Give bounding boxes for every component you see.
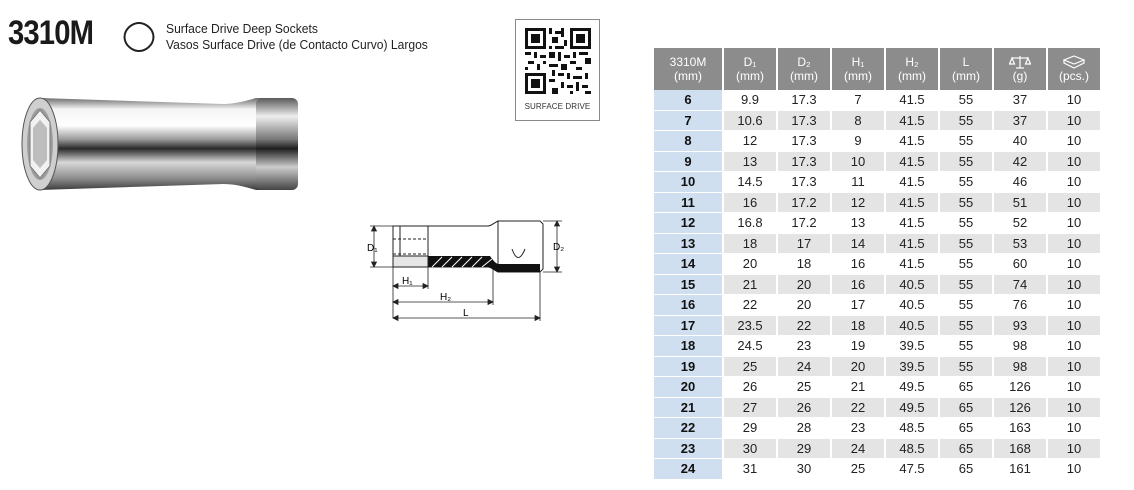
header-h1-label: H₁ xyxy=(851,55,865,69)
cell-size: 19 xyxy=(654,357,722,378)
cell-l: 55 xyxy=(940,131,992,152)
cell-weight: 53 xyxy=(994,234,1046,255)
cell-l: 55 xyxy=(940,90,992,111)
cell-quantity: 10 xyxy=(1048,418,1100,439)
cell-d1: 23.5 xyxy=(724,316,776,337)
cell-weight: 37 xyxy=(994,90,1046,111)
table-row xyxy=(654,459,1100,480)
table-row xyxy=(654,152,1100,173)
cell-h2: 41.5 xyxy=(886,193,938,214)
cell-d2: 24 xyxy=(778,357,830,378)
cell-size: 15 xyxy=(654,275,722,296)
cell-l: 65 xyxy=(940,398,992,419)
cell-size: 18 xyxy=(654,336,722,357)
cell-weight: 42 xyxy=(994,152,1046,173)
cell-h1: 12 xyxy=(832,193,884,214)
header-h1-unit: (mm) xyxy=(844,69,872,83)
cell-d2: 17.3 xyxy=(778,152,830,173)
header-h2 xyxy=(886,48,938,90)
cell-weight: 76 xyxy=(994,295,1046,316)
cell-l: 55 xyxy=(940,275,992,296)
header-d1-unit: (mm) xyxy=(736,69,764,83)
cell-l: 55 xyxy=(940,234,992,255)
table-row xyxy=(654,172,1100,193)
cell-d1: 14.5 xyxy=(724,172,776,193)
header-d2 xyxy=(778,48,830,90)
qr-code-icon xyxy=(525,28,591,94)
cell-weight: 161 xyxy=(994,459,1046,480)
cell-quantity: 10 xyxy=(1048,193,1100,214)
cell-weight: 74 xyxy=(994,275,1046,296)
cell-h2: 41.5 xyxy=(886,213,938,234)
cell-h1: 23 xyxy=(832,418,884,439)
cell-d1: 18 xyxy=(724,234,776,255)
cell-d2: 22 xyxy=(778,316,830,337)
scale-icon xyxy=(1009,55,1031,69)
table-row xyxy=(654,275,1100,296)
header-d2-label: D₂ xyxy=(797,55,811,69)
header-weight-unit: (g) xyxy=(1012,69,1028,83)
cell-quantity: 10 xyxy=(1048,295,1100,316)
header-h1 xyxy=(832,48,884,90)
cell-h1: 9 xyxy=(832,131,884,152)
table-row xyxy=(654,213,1100,234)
cell-h2: 41.5 xyxy=(886,131,938,152)
cell-weight: 37 xyxy=(994,111,1046,132)
cell-h2: 48.5 xyxy=(886,418,938,439)
cell-d1: 16.8 xyxy=(724,213,776,234)
header-d2-unit: (mm) xyxy=(790,69,818,83)
cell-size: 20 xyxy=(654,377,722,398)
label-h2: H₂ xyxy=(440,292,452,303)
cell-quantity: 10 xyxy=(1048,111,1100,132)
label-l: L xyxy=(463,308,469,319)
header-h2-label: H₂ xyxy=(905,55,919,69)
cell-l: 65 xyxy=(940,418,992,439)
table-row xyxy=(654,193,1100,214)
cell-d2: 17.3 xyxy=(778,172,830,193)
cell-weight: 93 xyxy=(994,316,1046,337)
qr-label: SURFACE DRIVE xyxy=(524,102,591,111)
cell-d1: 9.9 xyxy=(724,90,776,111)
cell-l: 55 xyxy=(940,316,992,337)
header-quantity-unit: (pcs.) xyxy=(1059,69,1089,83)
cell-d1: 20 xyxy=(724,254,776,275)
cell-h2: 39.5 xyxy=(886,357,938,378)
table-row xyxy=(654,234,1100,255)
table-header-row xyxy=(654,48,1100,90)
cell-d1: 27 xyxy=(724,398,776,419)
cell-l: 55 xyxy=(940,172,992,193)
cell-l: 55 xyxy=(940,254,992,275)
cell-d2: 17 xyxy=(778,234,830,255)
cell-weight: 51 xyxy=(994,193,1046,214)
cell-quantity: 10 xyxy=(1048,254,1100,275)
cell-d1: 10.6 xyxy=(724,111,776,132)
cell-size: 8 xyxy=(654,131,722,152)
header-size-unit: (mm) xyxy=(674,69,702,83)
product-title-en: Surface Drive Deep Sockets xyxy=(166,21,318,36)
cell-weight: 98 xyxy=(994,357,1046,378)
cell-h1: 22 xyxy=(832,398,884,419)
cell-weight: 126 xyxy=(994,377,1046,398)
cell-quantity: 10 xyxy=(1048,172,1100,193)
table-row xyxy=(654,418,1100,439)
header-h2-unit: (mm) xyxy=(898,69,926,83)
cell-d2: 23 xyxy=(778,336,830,357)
cell-size: 9 xyxy=(654,152,722,173)
cell-d2: 25 xyxy=(778,377,830,398)
cell-h1: 10 xyxy=(832,152,884,173)
cell-d2: 20 xyxy=(778,295,830,316)
cell-quantity: 10 xyxy=(1048,131,1100,152)
cell-h1: 16 xyxy=(832,254,884,275)
product-title-es: Vasos Surface Drive (de Contacto Curvo) Largos xyxy=(166,37,428,52)
cell-size: 22 xyxy=(654,418,722,439)
cell-h1: 25 xyxy=(832,459,884,480)
header-l xyxy=(940,48,992,90)
cell-h2: 41.5 xyxy=(886,172,938,193)
cell-h2: 40.5 xyxy=(886,295,938,316)
cell-h2: 40.5 xyxy=(886,275,938,296)
cell-h2: 39.5 xyxy=(886,336,938,357)
cell-quantity: 10 xyxy=(1048,459,1100,480)
hexagon-outline-icon xyxy=(122,20,156,54)
cell-l: 55 xyxy=(940,295,992,316)
cell-h2: 49.5 xyxy=(886,398,938,419)
label-h1: H₁ xyxy=(402,276,413,287)
cell-l: 55 xyxy=(940,357,992,378)
cell-size: 17 xyxy=(654,316,722,337)
cell-h1: 18 xyxy=(832,316,884,337)
cell-d2: 17.3 xyxy=(778,90,830,111)
cell-d1: 12 xyxy=(724,131,776,152)
cell-d2: 17.2 xyxy=(778,193,830,214)
table-row xyxy=(654,398,1100,419)
cell-d2: 17.3 xyxy=(778,131,830,152)
cell-d2: 30 xyxy=(778,459,830,480)
model-number: 3310M xyxy=(8,14,94,52)
cell-weight: 98 xyxy=(994,336,1046,357)
cell-d1: 24.5 xyxy=(724,336,776,357)
cell-h1: 20 xyxy=(832,357,884,378)
table-row xyxy=(654,377,1100,398)
cell-d1: 16 xyxy=(724,193,776,214)
cell-quantity: 10 xyxy=(1048,336,1100,357)
header-d1-label: D₁ xyxy=(743,55,757,69)
cell-h1: 17 xyxy=(832,295,884,316)
cell-l: 65 xyxy=(940,439,992,460)
label-d1: D₁ xyxy=(367,243,378,254)
cell-h2: 47.5 xyxy=(886,459,938,480)
cell-h1: 16 xyxy=(832,275,884,296)
cell-size: 23 xyxy=(654,439,722,460)
cell-h1: 19 xyxy=(832,336,884,357)
cell-d2: 18 xyxy=(778,254,830,275)
qr-code[interactable] xyxy=(515,19,600,121)
cell-h2: 49.5 xyxy=(886,377,938,398)
cell-h2: 41.5 xyxy=(886,111,938,132)
cell-size: 6 xyxy=(654,90,722,111)
cell-h1: 24 xyxy=(832,439,884,460)
cell-d1: 30 xyxy=(724,439,776,460)
cell-d2: 26 xyxy=(778,398,830,419)
cell-quantity: 10 xyxy=(1048,213,1100,234)
cell-h1: 8 xyxy=(832,111,884,132)
header-l-label: L xyxy=(962,55,970,69)
box-icon xyxy=(1063,55,1085,69)
table-row xyxy=(654,336,1100,357)
spec-table xyxy=(652,48,1102,480)
table-row xyxy=(654,295,1100,316)
cell-quantity: 10 xyxy=(1048,357,1100,378)
cell-l: 65 xyxy=(940,377,992,398)
socket-photo xyxy=(18,92,300,196)
cell-h1: 13 xyxy=(832,213,884,234)
table-row xyxy=(654,131,1100,152)
table-row xyxy=(654,316,1100,337)
dimension-drawing xyxy=(360,214,572,326)
header-size-label: 3310M xyxy=(669,55,707,69)
cell-size: 13 xyxy=(654,234,722,255)
cell-size: 11 xyxy=(654,193,722,214)
cell-d1: 21 xyxy=(724,275,776,296)
cell-weight: 126 xyxy=(994,398,1046,419)
cell-size: 14 xyxy=(654,254,722,275)
header-d1 xyxy=(724,48,776,90)
cell-d1: 25 xyxy=(724,357,776,378)
header-size xyxy=(654,48,722,90)
cell-h2: 40.5 xyxy=(886,316,938,337)
cell-d1: 22 xyxy=(724,295,776,316)
cell-d2: 20 xyxy=(778,275,830,296)
cell-size: 10 xyxy=(654,172,722,193)
cell-quantity: 10 xyxy=(1048,234,1100,255)
cell-quantity: 10 xyxy=(1048,377,1100,398)
cell-size: 21 xyxy=(654,398,722,419)
cell-d2: 29 xyxy=(778,439,830,460)
cell-l: 55 xyxy=(940,336,992,357)
cell-l: 65 xyxy=(940,459,992,480)
cell-weight: 52 xyxy=(994,213,1046,234)
cell-h2: 41.5 xyxy=(886,152,938,173)
cell-quantity: 10 xyxy=(1048,439,1100,460)
cell-l: 55 xyxy=(940,152,992,173)
cell-size: 24 xyxy=(654,459,722,480)
cell-d2: 17.2 xyxy=(778,213,830,234)
table-row xyxy=(654,111,1100,132)
table-row xyxy=(654,254,1100,275)
cell-h2: 48.5 xyxy=(886,439,938,460)
cell-size: 7 xyxy=(654,111,722,132)
cell-quantity: 10 xyxy=(1048,398,1100,419)
cell-d1: 13 xyxy=(724,152,776,173)
header-quantity xyxy=(1048,48,1100,90)
cell-quantity: 10 xyxy=(1048,152,1100,173)
cell-l: 55 xyxy=(940,111,992,132)
cell-l: 55 xyxy=(940,193,992,214)
cell-quantity: 10 xyxy=(1048,90,1100,111)
cell-size: 12 xyxy=(654,213,722,234)
cell-d2: 28 xyxy=(778,418,830,439)
table-row xyxy=(654,439,1100,460)
header-l-unit: (mm) xyxy=(952,69,980,83)
label-d2: D₂ xyxy=(553,242,565,253)
cell-quantity: 10 xyxy=(1048,275,1100,296)
cell-h1: 21 xyxy=(832,377,884,398)
cell-d1: 29 xyxy=(724,418,776,439)
cell-quantity: 10 xyxy=(1048,316,1100,337)
cell-h2: 41.5 xyxy=(886,90,938,111)
cell-h1: 7 xyxy=(832,90,884,111)
cell-h1: 11 xyxy=(832,172,884,193)
table-row xyxy=(654,357,1100,378)
cell-d1: 31 xyxy=(724,459,776,480)
cell-weight: 46 xyxy=(994,172,1046,193)
cell-d2: 17.3 xyxy=(778,111,830,132)
cell-l: 55 xyxy=(940,213,992,234)
header-weight xyxy=(994,48,1046,90)
table-row xyxy=(654,90,1100,111)
cell-weight: 40 xyxy=(994,131,1046,152)
cell-weight: 60 xyxy=(994,254,1046,275)
cell-h2: 41.5 xyxy=(886,254,938,275)
table-body xyxy=(654,90,1100,480)
cell-weight: 163 xyxy=(994,418,1046,439)
cell-weight: 168 xyxy=(994,439,1046,460)
cell-h1: 14 xyxy=(832,234,884,255)
cell-h2: 41.5 xyxy=(886,234,938,255)
cell-d1: 26 xyxy=(724,377,776,398)
cell-size: 16 xyxy=(654,295,722,316)
